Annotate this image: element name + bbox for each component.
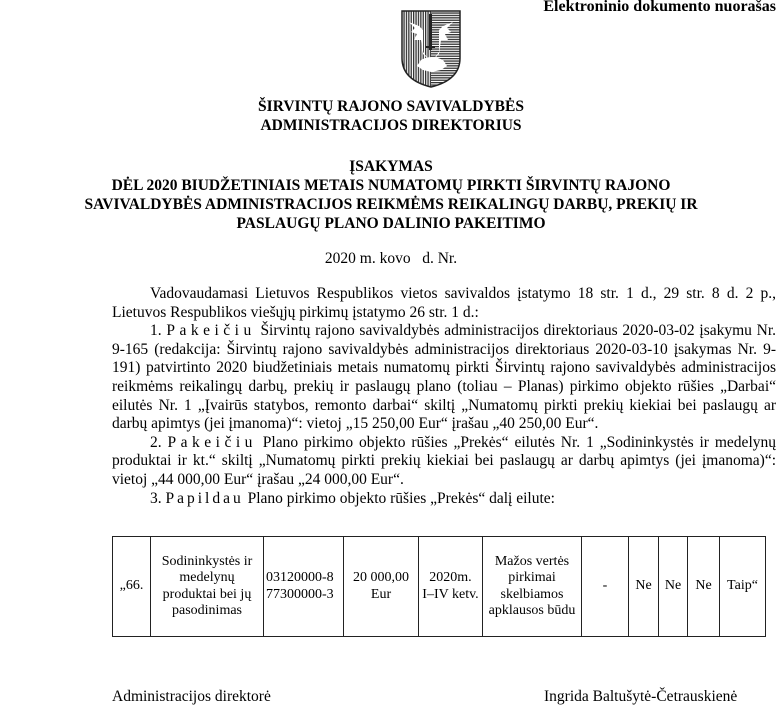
method-line-4: apklausos būdu: [488, 603, 576, 618]
item-2-number: 2.: [150, 433, 162, 451]
cell-item-name: [151, 537, 264, 637]
item-3-verb: Papildau: [165, 489, 244, 507]
order-date-line: 2020 m. kovo d. Nr.: [324, 250, 458, 267]
item-name-line-3: produktai bei jų: [162, 586, 252, 602]
item-2: [112, 434, 776, 490]
order-title-line-3: PASLAUGŲ PLANO DALINIO PAKEITIMO: [236, 215, 546, 232]
order-title-line-1: DĖL 2020 BIUDŽETINIAIS METAIS NUMATOMŲ PIRKTI ŠIRVINTŲ RAJONO: [111, 177, 671, 194]
order-title-line-2: SAVIVALDYBĖS ADMINISTRACIJOS REIKMĖMS REIKALINGŲ DARBŲ, PREKIŲ IR: [84, 196, 698, 213]
preamble: Vadovaudamasi Lietuvos Respublikos vietos savivaldos įstatymo 18 str. 1 d., 29 str. 8 d. 2 p., Lietuvos Respublikos viešųjų pirkimų įstatymo 26 str. 1 d.:: [112, 285, 776, 321]
item-1-text: Širvintų rajono savivaldybės administracijos direktoriaus 2020-03-02 įsakymu Nr. 9-165 (redakcija: Širvintų rajono savivaldybės administracijos direktoriaus 2020-03-10 įsakymas Nr. 9-191) patvirtinto 2020 biudžetiniais metais numatomų pirkti Širvintų rajono savivaldybės administracijos reikmėms reikalingų darbų, prekių ir paslaugų plano (toliau – Planas) pirkimo objekto rūšies „Darbai“ eilutės Nr. 1 „Įvairūs statybos, remonto darbai“ skiltį „Numatomų pirkti prekių kiekiai bei paslaugų ar darbų apimtys (jei įmanoma)“: vietoj „15 250,00 Eur“ įrašau „40 250,00 Eur“.: [112, 322, 777, 433]
signatory-name: Ingrida Baltušytė-Četrauskienė: [544, 688, 738, 705]
cpv-code-2: 77300000-3: [266, 586, 334, 602]
organization-line-2: ADMINISTRACIJOS DIREKTORIUS: [260, 117, 522, 134]
cell-period: [419, 537, 483, 637]
item-2-text: Plano pirkimo objekto rūšies „Prekės“ eilutės Nr. 1 „Sodininkystės ir medelynų produktai ir kt.“ skiltį „Numatomų pirkti prekių kiekiai bei paslaugų ar darbų apimtys (jei įmanoma)“: vietoj „44 000,00 Eur“ įrašau „24 000,00 Eur“.: [112, 433, 776, 488]
order-heading: [0, 157, 782, 233]
organization-heading: [0, 97, 782, 135]
cell-col11: Taip“: [720, 537, 766, 637]
cell-dash: -: [582, 537, 629, 637]
item-name-line-2: medelynų: [179, 570, 235, 585]
cell-procurement-method: [483, 537, 582, 637]
plan-addition-table: [112, 536, 766, 637]
item-name-line-1: Sodininkystės ir: [161, 553, 253, 569]
method-line-2: pirkimai: [508, 570, 556, 585]
cpv-code-1: 03120000-8: [266, 570, 334, 585]
item-2-verb: Pakeičiu: [167, 433, 257, 451]
table-row: [113, 537, 766, 637]
item-1-number: 1.: [150, 322, 162, 340]
amount-currency: Eur: [370, 586, 392, 602]
amount-value: 20 000,00: [353, 570, 409, 585]
organization-line-1: ŠIRVINTŲ RAJONO SAVIVALDYBĖS: [258, 98, 524, 115]
item-3: [112, 490, 776, 509]
order-body: [112, 285, 776, 508]
item-3-number: 3.: [150, 489, 162, 507]
cell-col9: Ne: [659, 537, 688, 637]
signatory-position: Administracijos direktorė: [112, 688, 271, 705]
cell-amount: [344, 537, 419, 637]
order-type: ĮSAKYMAS: [349, 158, 433, 175]
document-copy-title: Elektroninio dokumento nuorašas: [543, 0, 776, 15]
item-name-line-4: pasodinimas: [172, 603, 242, 618]
period-year: 2020m.: [429, 570, 472, 585]
item-1: [112, 322, 776, 434]
method-line-3: skelbiamos: [500, 586, 564, 602]
item-1-verb: Pakeičiu: [166, 322, 256, 340]
cell-cpv-codes: [264, 537, 344, 637]
coat-of-arms-moose-icon: [401, 10, 461, 88]
cell-col8: Ne: [629, 537, 659, 637]
cell-col10: Ne: [688, 537, 720, 637]
method-line-1: Mažos vertės: [494, 553, 570, 569]
period-quarters: I–IV ketv.: [422, 586, 479, 602]
item-3-text: Plano pirkimo objekto rūšies „Prekės“ dalį eilute:: [247, 489, 555, 507]
cell-number: „66.: [113, 537, 151, 637]
